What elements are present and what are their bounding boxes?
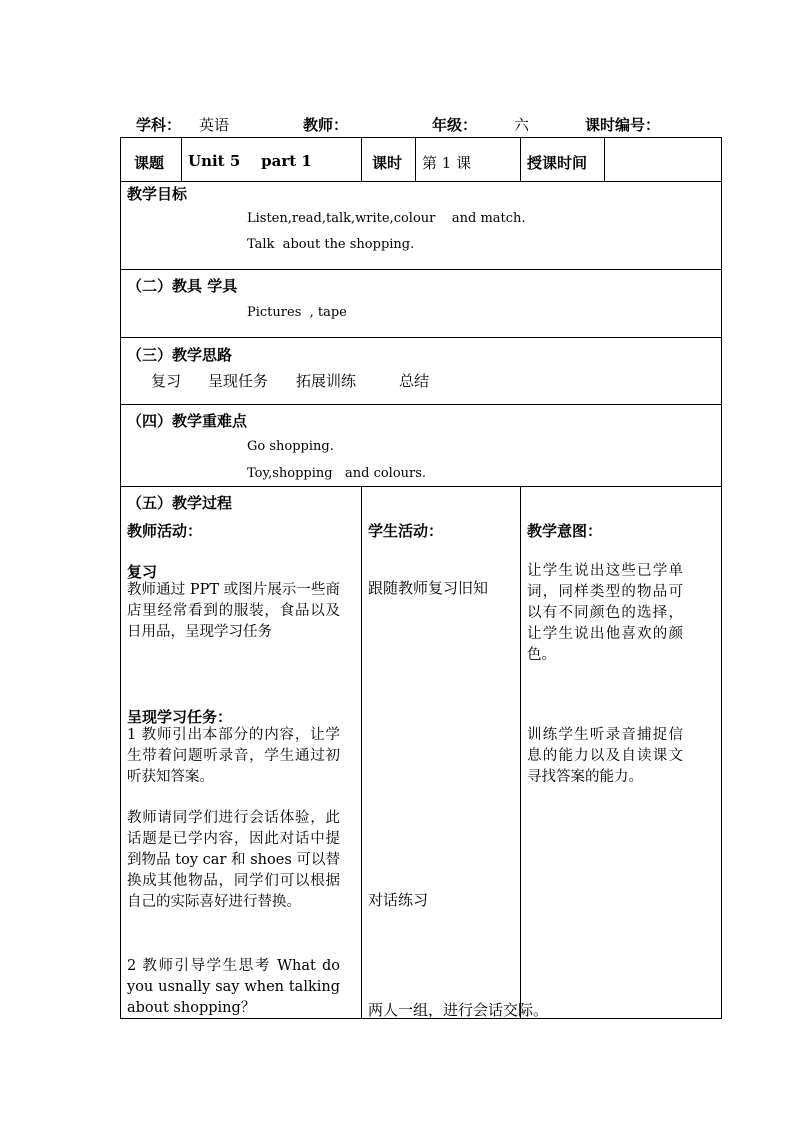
intent-text-2: 训练学生听录音捕捉信息的能力以及自读课文寻找答案的能力。 (527, 727, 683, 785)
key-points-line-1: Go shopping. (247, 439, 334, 454)
student-activity-title: 学生活动： (368, 522, 444, 540)
objectives-line-1: Listen,read,talk,write,colour and match. (247, 211, 526, 226)
approach-title: （三）教学思路 (127, 346, 233, 364)
tools-title: （二）教具 学具 (127, 277, 238, 295)
present-text-1: 1 教师引出本部分的内容，让学生带着问题听录音，学生通过初听获知答案。 (127, 727, 340, 785)
teacher-label: 教师： (303, 116, 349, 134)
period-label: 课时 (372, 154, 403, 172)
student-activity-3: 两人一组，进行会话交际。 (368, 1001, 549, 1019)
topic-label: 课题 (134, 154, 165, 172)
grade-value: 六 (514, 116, 530, 134)
approach-step-extend: 拓展训练 (296, 372, 357, 390)
subject-label: 学科： (136, 116, 182, 134)
objectives-line-2: Talk about the shopping. (247, 237, 415, 252)
key-points-row (121, 405, 722, 487)
process-title: （五）教学过程 (127, 494, 233, 512)
review-title: 复习 (127, 563, 158, 581)
lesson-number-label: 课时编号： (585, 116, 661, 134)
topic-value: Unit 5 part 1 (188, 152, 312, 170)
review-text: 教师通过 PPT 或图片展示一些商店里经常看到的服装，食品以及日用品，呈现学习任务 (127, 582, 340, 640)
present-text-3: 2 教师引导学生思考 What do you usnally say when talking about shopping？ (127, 958, 340, 1016)
subject-value: 英语 (199, 116, 230, 134)
approach-step-summary: 总结 (399, 372, 430, 390)
time-label: 授课时间 (527, 154, 588, 172)
objectives-title: 教学目标 (127, 185, 188, 203)
lesson-plan-table (120, 137, 722, 1019)
present-title: 呈现学习任务： (127, 708, 233, 726)
key-points-title: （四）教学重难点 (127, 412, 248, 430)
intent-text-1: 让学生说出这些已学单词，同样类型的物品可以有不同颜色的选择，让学生说出他喜欢的颜色。 (527, 563, 683, 663)
tools-row (121, 270, 722, 338)
approach-row (121, 338, 722, 405)
approach-step-present: 呈现任务 (208, 372, 269, 390)
grade-label: 年级： (432, 116, 478, 134)
objectives-row (121, 182, 722, 270)
student-activity-1: 跟随教师复习旧知 (368, 579, 489, 597)
teacher-activity-title: 教师活动： (127, 522, 203, 540)
student-activity-2: 对话练习 (368, 891, 429, 909)
approach-step-review: 复习 (151, 372, 182, 390)
key-points-line-2: Toy,shopping and colours. (247, 466, 427, 481)
lesson-info-row (121, 138, 722, 182)
present-text-2: 教师请同学们进行会话体验，此话题是已学内容，因此对话中提到物品 toy car 和 shoes 可以替换成其他物品，同学们可以根据自己的实际喜好进行替换。 (127, 810, 340, 910)
tools-line-1: Pictures , tape (247, 305, 347, 320)
intent-title: 教学意图： (527, 522, 603, 540)
process-row (121, 487, 722, 1019)
period-value: 第 1 课 (422, 154, 472, 172)
